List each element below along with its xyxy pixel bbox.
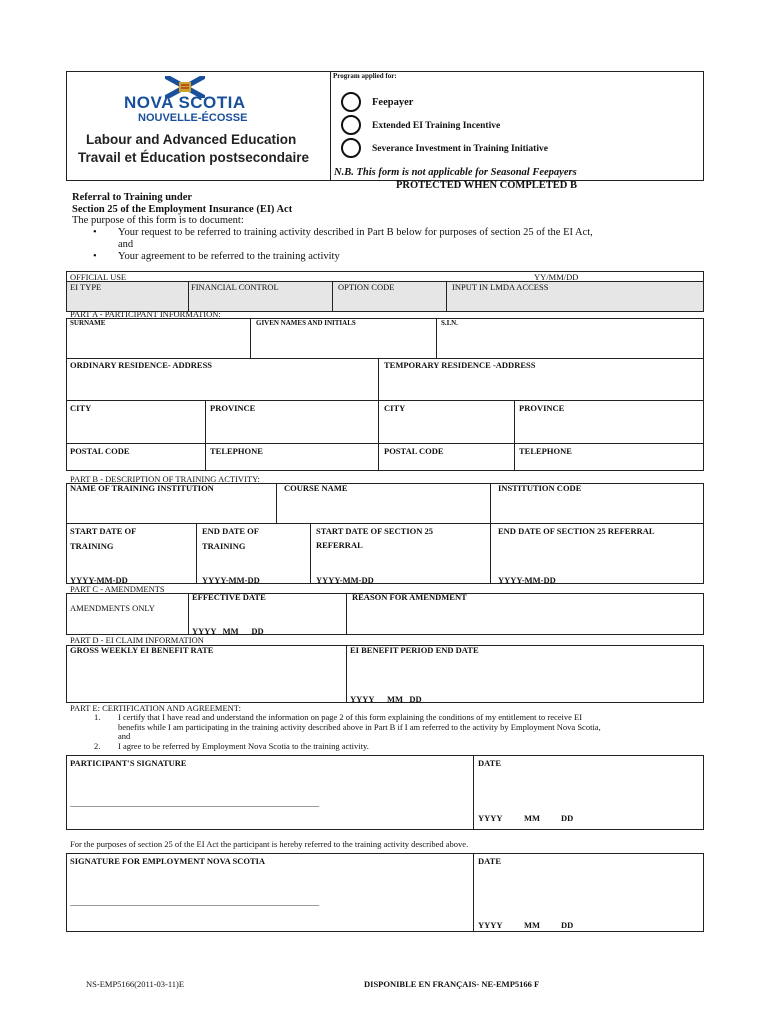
- intro-purpose: The purpose of this form is to document:: [72, 215, 244, 226]
- nb-note: N.B. This form is not applicable for Seasonal Feepayers: [334, 167, 577, 178]
- official-use-date-format: YY/MM/DD: [534, 272, 579, 282]
- ens-date-label: DATE: [478, 856, 501, 866]
- end-referral-format: YYYY-MM-DD: [498, 575, 556, 585]
- postal-code-label: POSTAL CODE: [70, 446, 130, 456]
- benefit-end-field[interactable]: [347, 656, 703, 690]
- benefit-end-format: YYYY MM DD: [350, 694, 422, 704]
- item1-line-b: benefits while I am participating in the training activity described above in Part B if I am referred to the activity by Employment Nova Scotia,: [118, 722, 601, 732]
- part-a-row-rule: [66, 443, 704, 444]
- ens-date-mm: MM: [524, 920, 541, 930]
- ordinary-address-field[interactable]: [67, 371, 377, 399]
- reason-amendment-field[interactable]: [347, 603, 703, 634]
- item2-text: I agree to be referred by Employment Nova Scotia to the training activity.: [118, 741, 369, 751]
- intro-title-1: Referral to Training under: [72, 192, 193, 203]
- gross-weekly-label: GROSS WEEKLY EI BENEFIT RATE: [70, 645, 214, 655]
- participant-signature-line: _______________________________________________________________: [70, 798, 319, 808]
- bullet-icon: •: [93, 227, 97, 238]
- telephone-field[interactable]: [206, 456, 377, 470]
- item1-line-a: I certify that I have read and understand the information on page 2 of this form explaining the conditions of my entitlement to receive EI: [118, 712, 583, 722]
- part-a-row-rule: [66, 400, 704, 401]
- dept-french: Travail et Éducation postsecondaire: [78, 150, 310, 165]
- temporary-address-label: TEMPORARY RESIDENCE -ADDRESS: [384, 360, 536, 370]
- option-code-label: OPTION CODE: [338, 282, 395, 292]
- effective-date-field[interactable]: [189, 603, 345, 623]
- protected-label: PROTECTED WHEN COMPLETED B: [396, 180, 577, 191]
- end-date-label-2: TRAINING: [202, 541, 246, 551]
- feepayer-label: Feepayer: [372, 97, 414, 108]
- institution-name-label: NAME OF TRAINING INSTITUTION: [70, 483, 214, 493]
- ens-date-field[interactable]: [474, 868, 703, 914]
- ordinary-address-label: ORDINARY RESIDENCE- ADDRESS: [70, 360, 213, 370]
- province-field[interactable]: [206, 414, 377, 442]
- start-referral-format: YYYY-MM-DD: [316, 575, 374, 585]
- program-applied-label: Program applied for:: [333, 72, 397, 80]
- ens-date-yyyy: YYYY: [478, 920, 503, 930]
- start-referral-field[interactable]: [311, 553, 489, 573]
- part-b-row-rule: [66, 523, 704, 524]
- logo-line2: NOUVELLE-ÉCOSSE: [138, 112, 248, 124]
- input-lmda-label: INPUT IN LMDA ACCESS: [452, 282, 549, 292]
- end-date-format: YYYY-MM-DD: [202, 575, 260, 585]
- part-c-title: PART C - AMENDMENTS: [70, 584, 165, 594]
- temp-postal-code-label: POSTAL CODE: [384, 446, 444, 456]
- participant-date-yyyy: YYYY: [478, 813, 503, 823]
- end-referral-field[interactable]: [491, 540, 703, 573]
- official-use-divider: [188, 281, 189, 312]
- end-date-field[interactable]: [197, 553, 309, 573]
- official-use-divider: [332, 281, 333, 312]
- telephone-label: TELEPHONE: [210, 446, 263, 456]
- part-b-title: PART B - DESCRIPTION OF TRAINING ACTIVITY:: [70, 474, 260, 484]
- ens-date-dd: DD: [561, 920, 574, 930]
- item1-number: 1.: [94, 712, 101, 722]
- temp-city-label: CITY: [384, 403, 406, 413]
- nova-scotia-logo: [120, 76, 270, 122]
- temp-telephone-label: TELEPHONE: [519, 446, 572, 456]
- form-number: NS-EMP5166(2011-03-11)E: [86, 979, 185, 989]
- amendments-only-label: AMENDMENTS ONLY: [70, 603, 155, 613]
- given-names-label: GIVEN NAMES AND INITIALS: [256, 319, 356, 327]
- start-referral-label-1: START DATE OF SECTION 25: [316, 526, 433, 536]
- feepayer-radio[interactable]: [341, 92, 361, 112]
- institution-code-label: INSTITUTION CODE: [498, 483, 582, 493]
- intro-title-2: Section 25 of the Employment Insurance (EI) Act: [72, 204, 293, 215]
- part-d-title: PART D - EI CLAIM INFORMATION: [70, 635, 204, 645]
- participant-date-label: DATE: [478, 758, 501, 768]
- participant-date-dd: DD: [561, 813, 574, 823]
- sin-field[interactable]: [437, 328, 703, 357]
- start-date-label-2: TRAINING: [70, 541, 114, 551]
- sin-label: S.I.N.: [441, 319, 458, 327]
- ens-signature-line: _______________________________________________________________: [70, 897, 319, 907]
- benefit-end-label: EI BENEFIT PERIOD END DATE: [350, 645, 479, 655]
- effective-date-format: YYYY MM DD: [192, 626, 264, 636]
- given-names-field[interactable]: [251, 328, 435, 357]
- temporary-address-field[interactable]: [379, 371, 703, 399]
- bullet-icon: •: [93, 251, 97, 262]
- severance-label: Severance Investment in Training Initiative: [372, 144, 548, 154]
- extended-ei-radio[interactable]: [341, 115, 361, 135]
- temp-city-field[interactable]: [379, 414, 513, 442]
- official-use-title: OFFICIAL USE: [70, 272, 127, 282]
- temp-province-field[interactable]: [515, 414, 703, 442]
- start-date-format: YYYY-MM-DD: [70, 575, 128, 585]
- item2-number: 2.: [94, 741, 101, 751]
- effective-date-label: EFFECTIVE DATE: [192, 592, 266, 602]
- participant-signature-label: PARTICIPANT'S SIGNATURE: [70, 758, 187, 768]
- part-a-title: PART A - PARTICIPANT INFORMATION:: [70, 309, 221, 319]
- french-availability: DISPONIBLE EN FRANÇAIS- NE-EMP5166 F: [364, 979, 540, 989]
- course-name-label: COURSE NAME: [284, 483, 348, 493]
- ei-type-label: EI TYPE: [70, 282, 102, 292]
- header-divider: [330, 71, 331, 181]
- reason-amendment-label: REASON FOR AMENDMENT: [352, 592, 467, 602]
- city-field[interactable]: [67, 414, 204, 442]
- severance-radio[interactable]: [341, 138, 361, 158]
- intro-bullet-1a: Your request to be referred to training activity described in Part B below for purposes of section 25 of the EI Act,: [118, 227, 593, 238]
- start-date-field[interactable]: [67, 553, 195, 573]
- part-e-title: PART E: CERTIFICATION AND AGREEMENT:: [70, 703, 241, 713]
- financial-control-label: FINANCIAL CONTROL: [191, 282, 279, 292]
- part-a-row-rule: [66, 358, 704, 359]
- ens-signature-label: SIGNATURE FOR EMPLOYMENT NOVA SCOTIA: [70, 856, 266, 866]
- surname-field[interactable]: [67, 328, 249, 357]
- city-label: CITY: [70, 403, 92, 413]
- end-date-label-1: END DATE OF: [202, 526, 259, 536]
- intro-bullet-1b: and: [118, 239, 134, 250]
- institution-name-field[interactable]: [67, 494, 275, 522]
- temp-postal-code-field[interactable]: [379, 456, 513, 470]
- participant-date-mm: MM: [524, 813, 541, 823]
- intro-bullet-2: Your agreement to be referred to the training activity: [118, 251, 340, 262]
- participant-date-field[interactable]: [474, 770, 703, 810]
- course-name-field[interactable]: [277, 494, 489, 522]
- surname-label: SURNAME: [70, 319, 106, 327]
- start-referral-label-2: REFERRAL: [316, 540, 363, 550]
- official-use-divider: [446, 281, 447, 312]
- province-label: PROVINCE: [210, 403, 256, 413]
- temp-telephone-field[interactable]: [515, 456, 703, 470]
- gross-weekly-field[interactable]: [67, 656, 345, 702]
- referral-note: For the purposes of section 25 of the EI Act the participant is hereby referred to the training activity described above.: [70, 839, 469, 849]
- institution-code-field[interactable]: [491, 494, 703, 522]
- end-referral-label: END DATE OF SECTION 25 REFERRAL: [498, 526, 655, 536]
- logo-line1: NOVA SCOTIA: [124, 93, 246, 112]
- temp-province-label: PROVINCE: [519, 403, 565, 413]
- extended-ei-label: Extended EI Training Incentive: [372, 121, 501, 131]
- postal-code-field[interactable]: [67, 456, 204, 470]
- item1-line-c: and: [118, 731, 131, 741]
- dept-english: Labour and Advanced Education: [86, 132, 297, 147]
- start-date-label-1: START DATE OF: [70, 526, 137, 536]
